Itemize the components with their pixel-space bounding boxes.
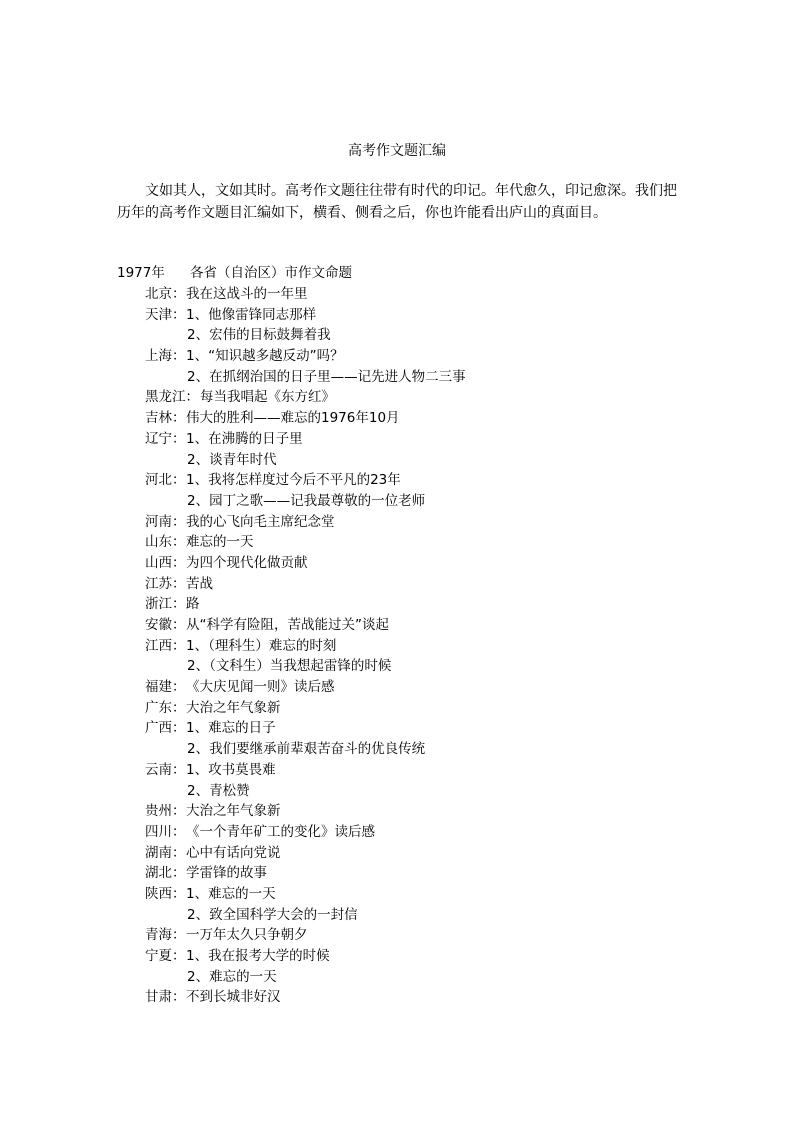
essay-topic: 1、“知识越多越反动”吗？ — [186, 348, 344, 365]
topic-row — [117, 946, 717, 967]
province-label: 浙江： — [145, 596, 186, 613]
province-label: 贵州： — [145, 803, 186, 820]
province-label: 宁夏： — [145, 948, 186, 964]
essay-topic: 1、在沸腾的日子里 — [186, 430, 303, 447]
essay-topic: 2、我们要继承前辈艰苦奋斗的优良传统 — [187, 741, 426, 758]
essay-topic: 1、他像雷锋同志那样 — [186, 306, 317, 323]
essay-topic: 从“科学有险阻，苦战能过关”谈起 — [186, 617, 389, 633]
topic-row — [117, 636, 717, 657]
essay-topic: 每当我唱起《东方红》 — [200, 389, 335, 406]
province-label: 河北： — [145, 472, 186, 489]
province-label: 上海： — [145, 348, 186, 365]
topic-row — [117, 553, 717, 574]
topic-row — [117, 594, 717, 615]
topic-row — [117, 925, 717, 946]
essay-topic: 学雷锋的故事 — [186, 865, 267, 882]
intro-paragraph: 文如其人，文如其时。高考作文题往往带有时代的印记。年代愈久，印记愈深。我们把历年的高考作文题目汇编如下，横看、侧看之后，你也许能看出庐山的真面目。 — [117, 183, 677, 221]
topic-row — [117, 574, 717, 595]
topic-row — [117, 387, 717, 408]
essay-topic: 苦战 — [186, 575, 213, 592]
essay-topic: 1、我在报考大学的时候 — [186, 948, 330, 964]
essay-topic: 大治之年气象新 — [186, 803, 281, 820]
topic-row — [117, 801, 717, 822]
essay-topic: 我在这战斗的一年里 — [186, 286, 308, 302]
topic-row — [117, 367, 717, 388]
topic-row — [117, 967, 717, 988]
province-label: 广西： — [145, 720, 186, 737]
province-label: 江西： — [145, 637, 186, 654]
topic-row — [117, 698, 717, 719]
province-label: 山西： — [145, 554, 186, 571]
topic-row — [117, 470, 717, 491]
topic-row — [117, 884, 717, 905]
province-label: 青海： — [145, 927, 186, 944]
essay-topic: 2、致全国科学大会的一封信 — [187, 906, 358, 923]
topic-row — [117, 532, 717, 553]
province-label: 黑龙江： — [145, 389, 199, 406]
essay-topic: 为四个现代化做贡献 — [186, 554, 308, 571]
essay-topic: 《一个青年矿工的变化》读后感 — [186, 823, 375, 840]
essay-topic: 一万年太久只争朝夕 — [186, 927, 308, 944]
essay-topic: 2、宏伟的目标鼓舞着我 — [187, 327, 331, 344]
province-label: 湖南： — [145, 844, 186, 861]
province-label: 吉林： — [145, 410, 186, 427]
topic-row — [117, 905, 717, 926]
province-label: 广东： — [145, 699, 186, 716]
province-label: 陕西： — [145, 885, 186, 902]
province-label: 天津： — [145, 306, 186, 323]
topic-row — [117, 843, 717, 864]
section-year: 1977年 — [117, 265, 165, 281]
province-label: 四川： — [145, 823, 186, 840]
essay-topic: 1、我将怎样度过今后不平凡的23年 — [186, 472, 401, 489]
essay-topic: 2、（文科生）当我想起雷锋的时候 — [187, 658, 392, 675]
topic-row — [117, 718, 717, 739]
topic-row — [117, 346, 717, 367]
topic-row — [117, 284, 717, 305]
province-label: 山东： — [145, 534, 186, 551]
topic-row — [117, 450, 717, 471]
essay-topic: 路 — [186, 596, 200, 613]
essay-topic: 2、在抓纲治国的日子里——记先进人物二三事 — [187, 368, 466, 385]
topic-row — [117, 491, 717, 512]
topic-row — [117, 429, 717, 450]
essay-topic: 2、难忘的一天 — [187, 968, 277, 985]
essay-topic: 不到长城非好汉 — [186, 989, 281, 1006]
province-label: 云南： — [145, 761, 186, 778]
topic-row — [117, 987, 717, 1008]
province-label: 河南： — [145, 513, 186, 530]
essay-topic: 我的心飞向毛主席纪念堂 — [186, 513, 335, 530]
topic-row — [117, 863, 717, 884]
topic-row — [117, 760, 717, 781]
province-label: 北京： — [145, 286, 186, 302]
essay-topic: 1、（理科生）难忘的时刻 — [186, 637, 337, 654]
essay-topic: 1、攻书莫畏难 — [186, 761, 276, 778]
essay-topic: 伟大的胜利——难忘的1976年10月 — [186, 410, 400, 427]
section-heading — [117, 263, 717, 284]
essay-topic: 2、青松赞 — [187, 782, 250, 799]
topic-row — [117, 512, 717, 533]
essay-topic: 大治之年气象新 — [186, 699, 281, 716]
document-title: 高考作文题汇编 — [348, 143, 446, 159]
essay-topic: 心中有话向党说 — [186, 844, 281, 861]
topic-row — [117, 305, 717, 326]
essay-topic: 1、难忘的一天 — [186, 885, 276, 902]
topic-row — [117, 408, 717, 429]
topic-row — [117, 739, 717, 760]
topic-row — [117, 325, 717, 346]
province-label: 江苏： — [145, 575, 186, 592]
essay-topic: 2、谈青年时代 — [187, 451, 277, 468]
province-label: 湖北： — [145, 865, 186, 882]
section-1977 — [117, 263, 717, 1008]
section-heading-text: 各省（自治区）市作文命题 — [190, 265, 352, 281]
topic-row — [117, 615, 717, 636]
province-label: 福建： — [145, 679, 186, 696]
topic-row — [117, 781, 717, 802]
essay-topic: 《大庆见闻一则》读后感 — [186, 679, 335, 696]
province-label: 甘肃： — [145, 989, 186, 1006]
topic-row — [117, 822, 717, 843]
province-label: 辽宁： — [145, 430, 186, 447]
essay-topic: 难忘的一天 — [186, 534, 254, 551]
topic-row — [117, 677, 717, 698]
essay-topic: 1、难忘的日子 — [186, 720, 276, 737]
province-label: 安徽： — [145, 617, 186, 633]
topic-row — [117, 656, 717, 677]
essay-topic: 2、园丁之歌——记我最尊敬的一位老师 — [187, 492, 426, 509]
topic-list — [117, 284, 717, 1008]
